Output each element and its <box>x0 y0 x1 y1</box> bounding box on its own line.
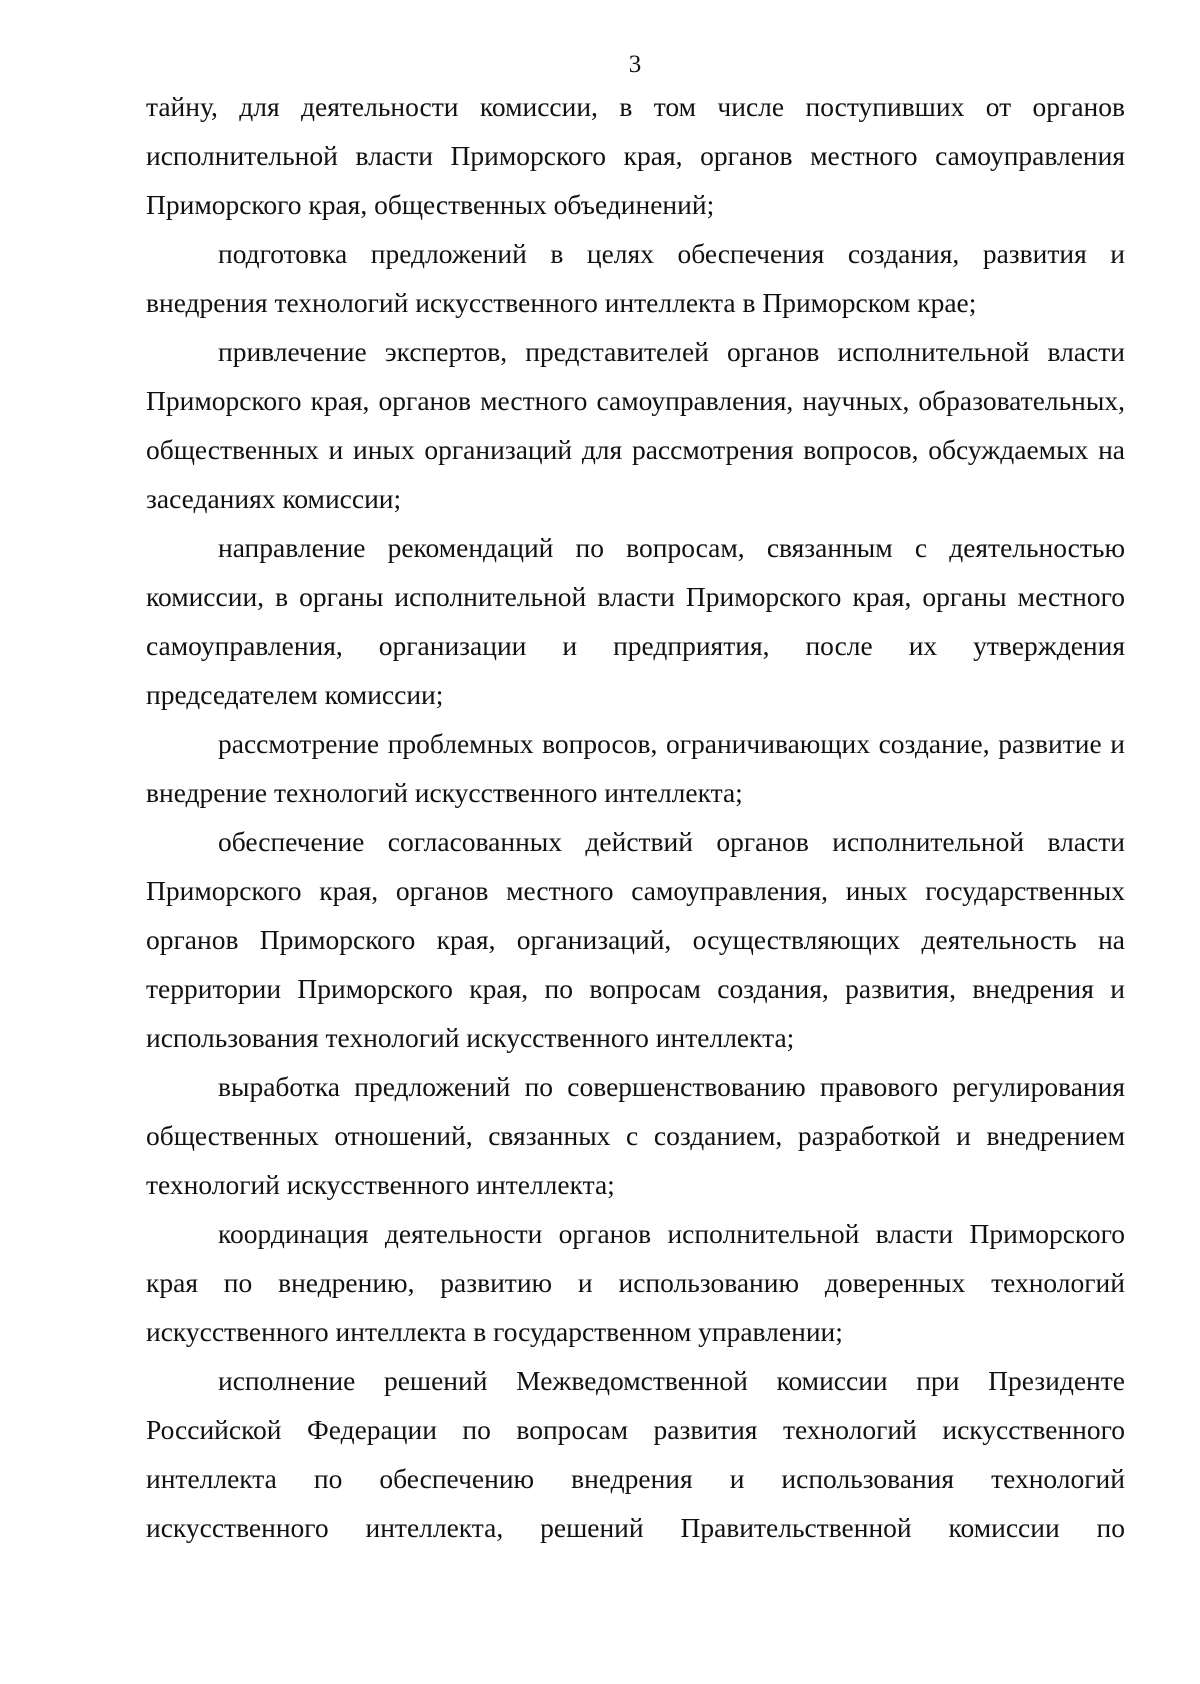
paragraph-execution: исполнение решений Межведомственной комиссии при Президенте Российской Федерации по вопросам развития технологий искусственного интеллекта по обеспечению внедрения и использования технологий искусственного интеллекта, решений Правительственной комиссии по <box>146 1365 1125 1543</box>
paragraph-problem-issues: рассмотрение проблемных вопросов, ограничивающих создание, развитие и внедрение технологий искусственного интеллекта; <box>146 728 1125 808</box>
paragraph-recommendations: направление рекомендаций по вопросам, связанным с деятельностью комиссии, в органы исполнительной власти Приморского края, органы местного самоуправления, организации и предприятия, после их утверждения председателем комиссии; <box>146 532 1125 710</box>
paragraph-legal-regulation: выработка предложений по совершенствованию правового регулирования общественных отношений, связанных с созданием, разработкой и внедрением технологий искусственного интеллекта; <box>146 1071 1125 1200</box>
paragraph-experts: привлечение экспертов, представителей органов исполнительной власти Приморского края, органов местного самоуправления, научных, образовательных, общественных и иных организаций для рассмотрения вопросов, обсуждаемых на заседаниях комиссии; <box>146 336 1125 514</box>
document-body <box>146 82 1125 1552</box>
paragraph-coordination: координация деятельности органов исполнительной власти Приморского края по внедрению, развитию и использованию доверенных технологий искусственного интеллекта в государственном управлении; <box>146 1218 1125 1347</box>
paragraph-proposals: подготовка предложений в целях обеспечения создания, развития и внедрения технологий искусственного интеллекта в Приморском крае; <box>146 238 1125 318</box>
paragraph-continuation: тайну, для деятельности комиссии, в том числе поступивших от органов исполнительной власти Приморского края, органов местного самоуправления Приморского края, общественных объединений; <box>146 91 1125 220</box>
page-number: 3 <box>628 51 642 78</box>
paragraph-coordinated-actions: обеспечение согласованных действий органов исполнительной власти Приморского края, органов местного самоуправления, иных государственных органов Приморского края, организаций, осуществляющих деятельность на территории Приморского края, по вопросам создания, развития, внедрения и использования технологий искусственного интеллекта; <box>146 826 1125 1053</box>
